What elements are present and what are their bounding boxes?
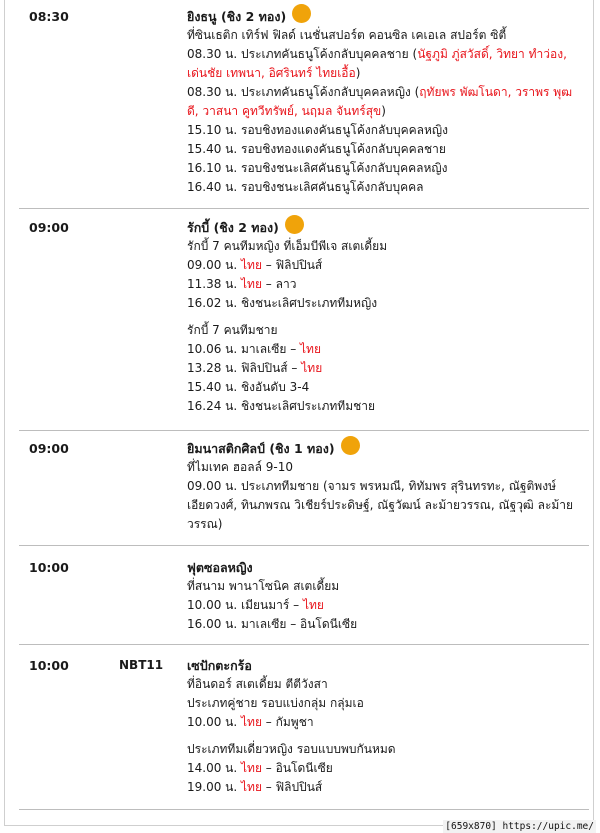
thailand-team: ไทย [241, 277, 262, 291]
thailand-team: ไทย [302, 598, 324, 612]
event-title-text: รักบี้ (ชิง 2 ทอง) [187, 220, 279, 235]
schedule-line: 11.38 น. ไทย – ลาว [187, 277, 297, 291]
schedule-panel [4, 0, 594, 826]
divider [19, 545, 589, 546]
thai-athletes: นัฐภูมิ ภู่สวัสดิ์, วิทยา ทำว่อง, เด่นชัย เทพนา, อิศรินทร์ ไทยเอื้อ [187, 47, 567, 80]
schedule-line: 08.30 น. ประเภทคันธนูโค้งกลับบุคคลหญิง (ฤทัยพร พัฒโนดา, วราพร พุฒดี, วาสนา คูทวีทรัพย์, นฤมล จันทร์สุข) [187, 85, 573, 118]
thai-athletes: ฤทัยพร พัฒโนดา, วราพร พุฒดี, วาสนา คูทวีทรัพย์, นฤมล จันทร์สุข [187, 85, 573, 118]
event-time: 10:00 [29, 658, 69, 673]
schedule-line: 16.10 น. รอบชิงชนะเลิศคันธนูโค้งกลับบุคคลหญิง [187, 161, 448, 175]
event-title [187, 218, 582, 237]
schedule-line: 09.00 น. ประเภททีมชาย (จามร พรหมณี, ทิทัมพร สุรินทรทะ, ณัฐติพงษ์ เอียดวงศ์, ทินภพรณ วิเชียร์ประดิษฐ์, ณัฐวัฒน์ ละม้ายวรรณ, ณัฐวุฒิ ละม้ายวรรณ) [187, 479, 574, 531]
event-venue: รักบี้ 7 คนทีมหญิง ที่เอ็มบีพีเจ สเตเดี้ยม [187, 239, 388, 253]
schedule-line: 08.30 น. ประเภทคันธนูโค้งกลับบุคคลชาย (นัฐภูมิ ภู่สวัสดิ์, วิทยา ทำว่อง, เด่นชัย เทพนา, อิศรินทร์ ไทยเอื้อ) [187, 47, 567, 80]
thailand-team: ไทย [300, 342, 321, 356]
gold-medal-icon [292, 4, 311, 23]
event-title-text: ฟุตซอลหญิง [187, 560, 253, 575]
schedule-line: 10.06 น. มาเลเซีย – ไทย [187, 342, 321, 356]
schedule-line: 19.00 น. ไทย – ฟิลิปปินส์ [187, 780, 323, 794]
event-venue: ที่สนาม พานาโซนิค สเตเดี้ยม [187, 579, 340, 593]
gold-medal-icon [341, 436, 360, 455]
schedule-line: 15.40 น. รอบชิงทองแดงคันธนูโค้งกลับบุคคลชาย [187, 142, 446, 156]
thailand-team: ไทย [241, 780, 262, 794]
event-time: 09:00 [29, 220, 69, 235]
schedule-line: ประเภทคู่ชาย รอบแบ่งกลุ่ม กลุ่มเอ [187, 696, 364, 710]
event-time: 08:30 [29, 9, 69, 24]
event-title [187, 439, 582, 458]
event-venue: ที่ซินเธติก เทิร์ฟ ฟิลด์ เนชั่นสปอร์ต คอนซิล เคเอเล สปอร์ต ซิตี้ [187, 28, 507, 42]
event-subheading: รักบี้ 7 คนทีมชาย [187, 323, 278, 337]
schedule-line: 16.40 น. รอบชิงชนะเลิศคันธนูโค้งกลับบุคคล [187, 180, 424, 194]
divider [19, 644, 589, 645]
schedule-line: 16.24 น. ชิงชนะเลิศประเภททีมชาย [187, 399, 376, 413]
schedule-line: 16.00 น. มาเลเซีย – อินโดนีเซีย [187, 617, 358, 631]
event-title [187, 558, 582, 577]
event-time: 09:00 [29, 441, 69, 456]
schedule-line: 09.00 น. ไทย – ฟิลิปปินส์ [187, 258, 323, 272]
divider [19, 809, 589, 810]
event-title [187, 656, 582, 675]
tv-channel: NBT11 [119, 658, 164, 672]
event-title-text: ยิงธนู (ชิง 2 ทอง) [187, 9, 287, 24]
event-title-text: ยิมนาสติกศิลป์ (ชิง 1 ทอง) [187, 441, 335, 456]
schedule-line: 10.00 น. เมียนมาร์ – ไทย [187, 598, 324, 612]
event-title [187, 7, 582, 26]
thailand-team: ไทย [241, 258, 262, 272]
image-watermark: [659x870] https://upic.me/ [445, 821, 594, 832]
event-subheading: ประเภททีมเดี่ยวหญิง รอบแบบพบกันหมด [187, 742, 396, 756]
schedule-line: 13.28 น. ฟิลิปปินส์ – ไทย [187, 361, 323, 375]
event-venue: ที่ไมเทค ฮอลล์ 9-10 [187, 460, 293, 474]
schedule-line: 16.02 น. ชิงชนะเลิศประเภททีมหญิง [187, 296, 378, 310]
thailand-team: ไทย [301, 361, 323, 375]
event-venue: ที่อินดอร์ สเตเดี้ยม ตีตีวังสา [187, 677, 328, 691]
schedule-line: 15.40 น. ชิงอันดับ 3-4 [187, 380, 310, 394]
schedule-line: 14.00 น. ไทย – อินโดนีเซีย [187, 761, 333, 775]
thailand-team: ไทย [241, 761, 262, 775]
event-time: 10:00 [29, 560, 69, 575]
divider [19, 430, 589, 431]
thailand-team: ไทย [241, 715, 262, 729]
divider [19, 208, 589, 209]
schedule-line: 10.00 น. ไทย – กัมพูชา [187, 715, 314, 729]
event-title-text: เซปักตะกร้อ [187, 658, 252, 673]
gold-medal-icon [285, 215, 304, 234]
schedule-line: 15.10 น. รอบชิงทองแดงคันธนูโค้งกลับบุคคลหญิง [187, 123, 448, 137]
